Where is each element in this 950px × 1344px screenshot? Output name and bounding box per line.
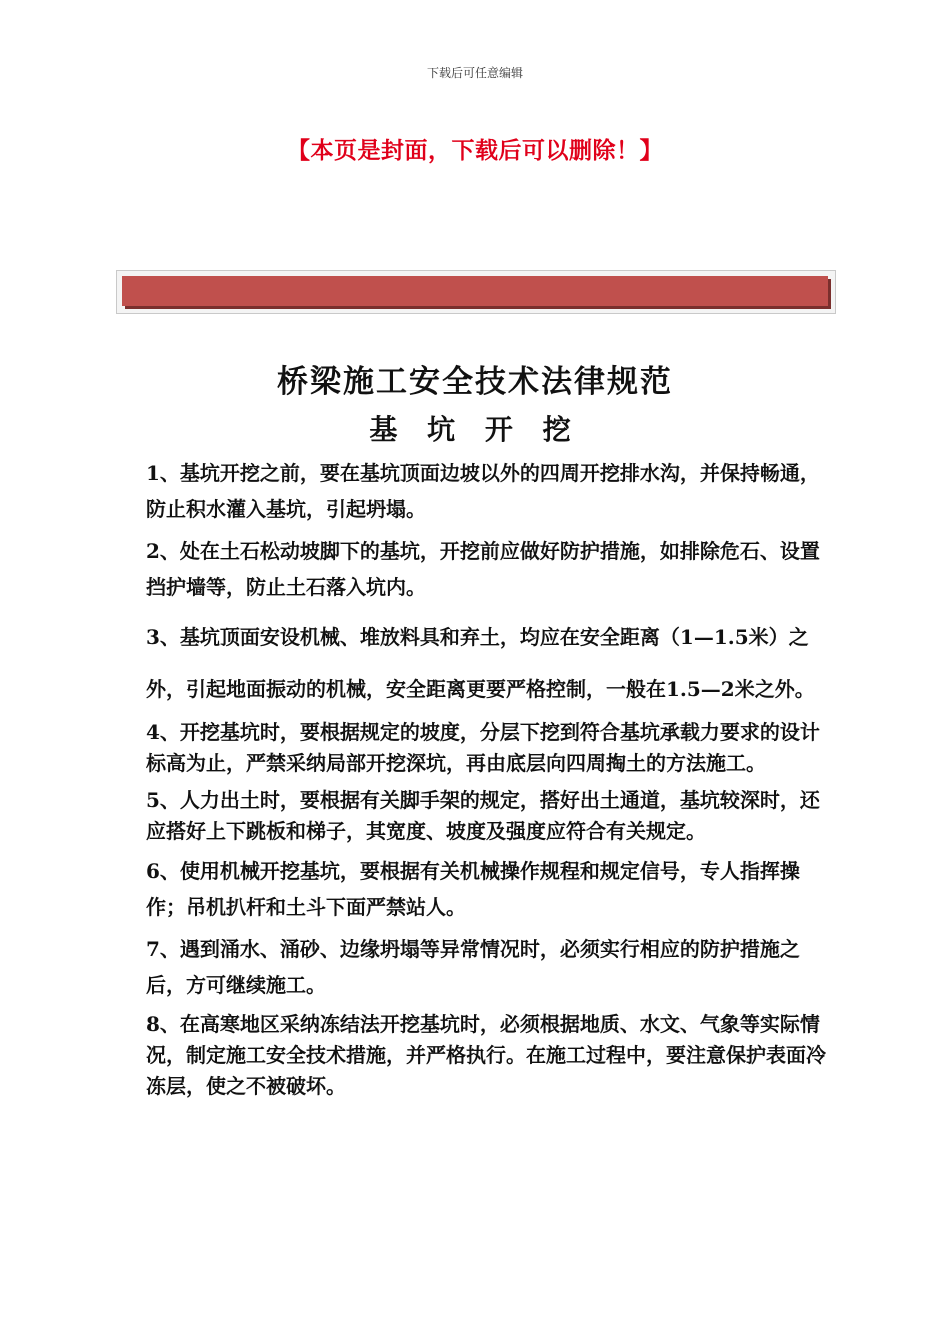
document-title: 桥梁施工安全技术法律规范 bbox=[277, 364, 673, 400]
paragraph-2: 2、处在土石松动坡脚下的基坑，开挖前应做好防护措施，如排除危石、设置挡护墙等，防止土石落入坑内。 bbox=[146, 539, 820, 599]
paragraph-4: 4、开挖基坑时，要根据规定的坡度，分层下挖到符合基坑承载力要求的设计标高为止，严禁采纳局部开挖深坑，再由底层向四周掏土的方法施工。 bbox=[146, 720, 820, 775]
paragraph-1: 1、基坑开挖之前，要在基坑顶面边坡以外的四周开挖排水沟，并保持畅通，防止积水灌入基坑，引起坍塌。 bbox=[146, 461, 820, 521]
decorative-banner-bar bbox=[122, 276, 828, 306]
paragraph-8: 8、在高寒地区采纳冻结法开挖基坑时，必须根据地质、水文、气象等实际情况，制定施工安全技术措施，并严格执行。在施工过程中，要注意保护表面冷冻层，使之不被破坏。 bbox=[146, 1012, 826, 1098]
document-body bbox=[146, 455, 826, 1108]
paragraph-7: 7、遇到涌水、涌砂、边缘坍塌等异常情况时，必须实行相应的防护措施之后，方可继续施工。 bbox=[146, 937, 800, 997]
section-title: 基 坑 开 挖 bbox=[369, 413, 581, 446]
paragraph-6: 6、使用机械开挖基坑，要根据有关机械操作规程和规定信号，专人指挥操作；吊机扒杆和土斗下面严禁站人。 bbox=[146, 859, 800, 919]
paragraph-5: 5、人力出土时，要根据有关脚手架的规定，搭好出土通道，基坑较深时，还应搭好上下跳板和梯子，其宽度、坡度及强度应符合有关规定。 bbox=[146, 788, 820, 843]
page-header-note: 下载后可任意编辑 bbox=[426, 66, 523, 80]
decorative-banner-frame bbox=[116, 270, 836, 314]
paragraph-3: 3、基坑顶面安设机械、堆放料具和弃土，均应在安全距离（1—1.5米）之外，引起地面振动的机械，安全距离更要严格控制，一般在1.5—2米之外。 bbox=[146, 625, 815, 701]
cover-notice: 【本页是封面，下载后可以删除！】 bbox=[287, 137, 663, 164]
